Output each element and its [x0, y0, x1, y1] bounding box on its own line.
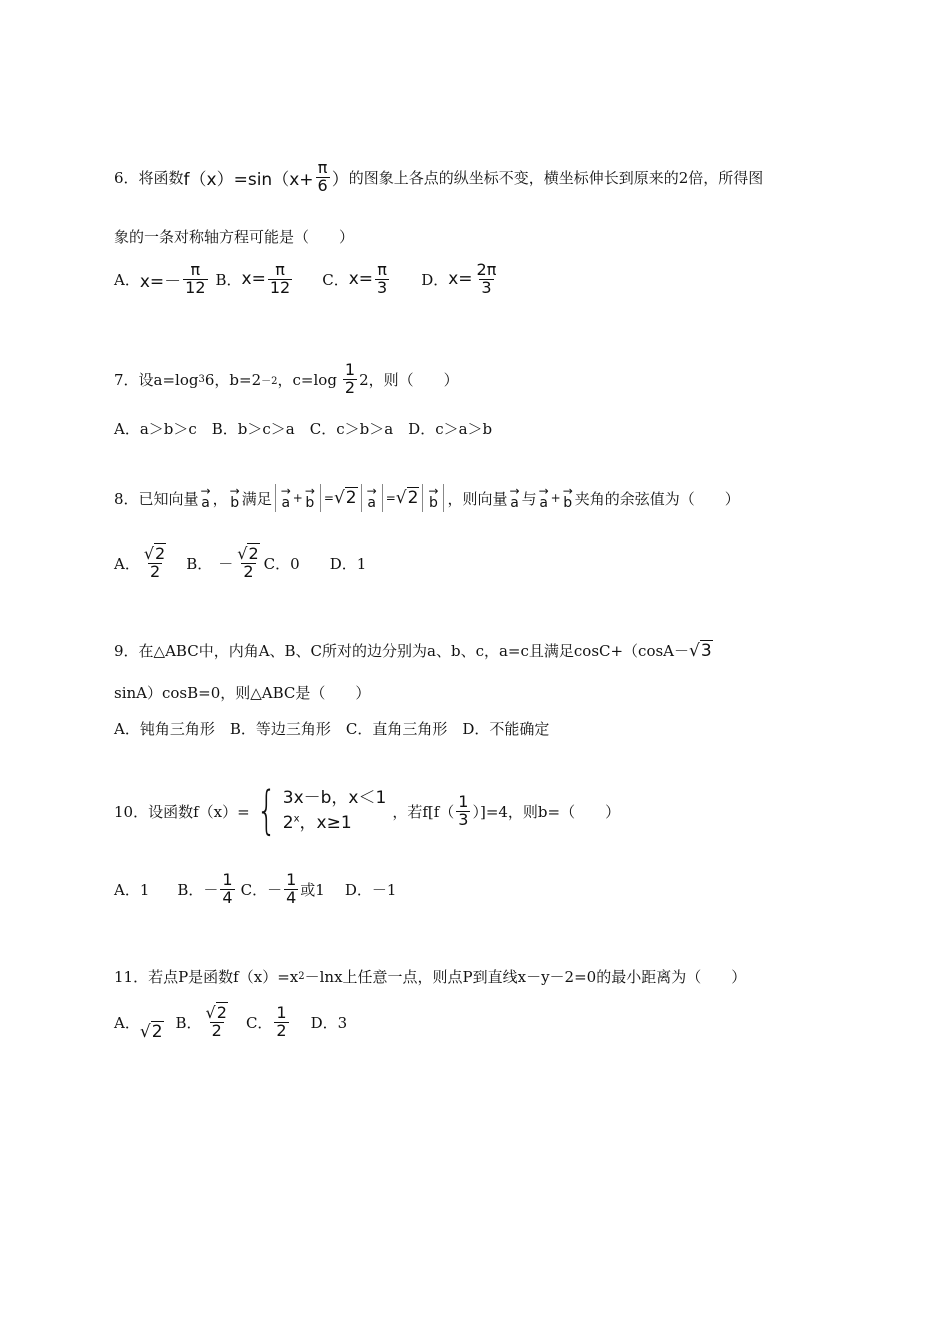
q9-options: A．钝角三角形 B．等边三角形 C．直角三角形 D．不能确定 [114, 720, 550, 738]
q11-options: A． √2 B． $\frac{√2}{2}$ C． $\frac{1}{2}$ D．3 [114, 1002, 348, 1042]
q7-line1: 7．设a=log 3 6，b=2 －2 ，c=log $\frac{1}{2}$ 2，则（ ） [114, 360, 459, 397]
vector-a: → a [200, 484, 211, 512]
q10-line1: 10．设函数f（x）= { 3x－b，x＜1 2$^x$，x≥1 ，若f[f（ $\frac{1}{3}$ ）]=4，则b=（ ） [114, 781, 621, 841]
q9-line1: 9．在△ABC中，内角A、B、C所对的边分别为a、b、c，a=c且满足cosC+（cosA－ √3 [114, 640, 712, 661]
q6-fraction: $\frac{\pi}{6}$ [317, 158, 328, 195]
q6-options: A． x=－ $\frac{\pi}{12}$ B． x= $\frac{\pi}{12}$ C． x= $\frac{\pi}{3}$ D． x= $\frac{2\pi}{3}$ [114, 260, 497, 297]
q6-line1: 6．将函数 f（x）=sin（x+ $\frac{\pi}{6}$ ） 的图象上各点的纵坐标不变，横坐标伸长到原来的2倍，所得图 [114, 158, 764, 195]
q7-options: A．a＞b＞c B．b＞c＞a C．c＞b＞a D．c＞a＞b [114, 420, 493, 438]
q8-options: A． $\frac{√2}{2}$ B． － $\frac{√2}{2}$ C．0 D．1 [114, 544, 367, 581]
q6-suffix: 的图象上各点的纵坐标不变，横坐标伸长到原来的2倍，所得图 [348, 168, 764, 187]
piecewise-cases: 3x－b，x＜1 2$^x$，x≥1 [282, 787, 387, 833]
q6-line2: 象的一条对称轴方程可能是（ ） [114, 228, 355, 246]
q9-line2: sinA）cosB=0，则△ABC是（ ） [114, 684, 371, 702]
vector-b: → b [229, 484, 240, 512]
q6-function: f（x）=sin（x+ [183, 169, 314, 190]
q10-options: A．1 B．－ $\frac{1}{4}$ C．－ $\frac{1}{4}$ 或1 D．－1 [114, 870, 397, 907]
left-brace: { [256, 781, 277, 841]
q6-prefix: 6．将函数 [114, 168, 184, 187]
q7-fraction: $\frac{1}{2}$ [344, 360, 356, 397]
q11-line1: 11．若点P是函数f（x）=x 2 －lnx上任意一点，则点P到直线x－y－2=0的最小距离为（ ） [114, 968, 747, 986]
q8-line1: 8．已知向量 → a ， → b 满足 → a + → b = √2 → a = √2 → b ，则向量 → a 与 → a + → b 夹角的余弦值为（ ） [114, 484, 740, 512]
